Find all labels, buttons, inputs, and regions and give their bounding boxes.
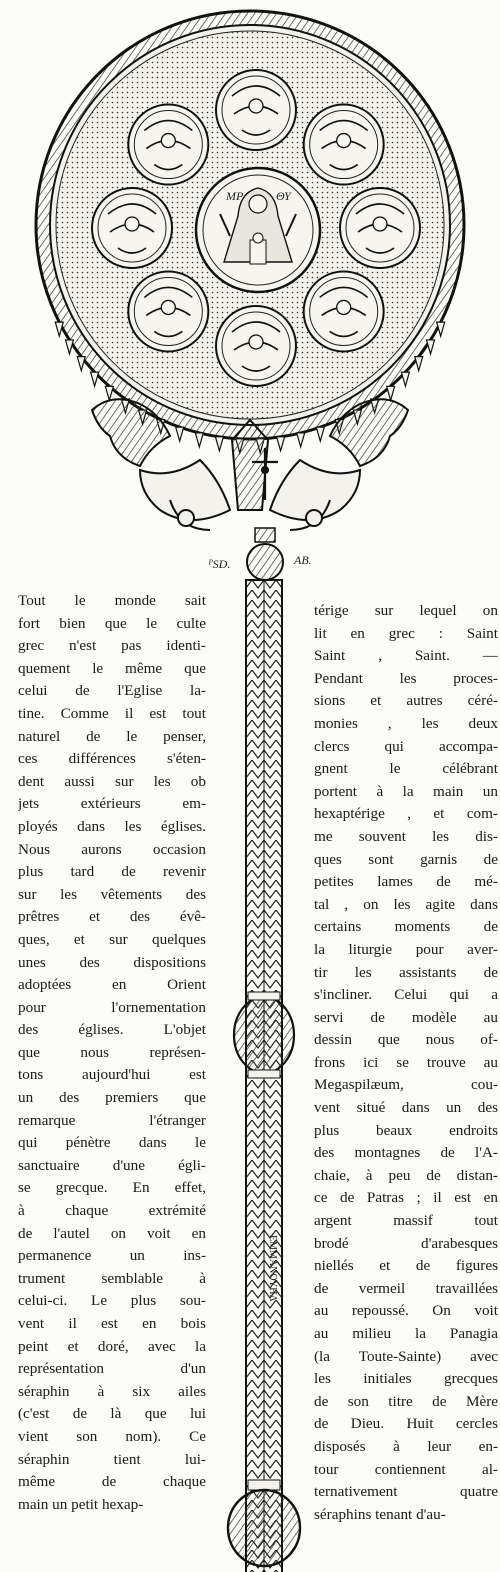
text-line: servi de modèle au [314,1008,498,1026]
text-line: Pendant les proces- [314,669,498,687]
pendant-bell [215,437,223,451]
pendant-bell [415,357,423,371]
text-line: plus beaux endroits [314,1121,498,1139]
text-line: qui pénètre dans le [18,1134,206,1152]
pendant-bell [427,340,435,354]
pendant-bell [91,372,99,386]
text-line: permanence un ins- [18,1247,206,1265]
panagia-medallion [196,168,320,292]
text-line: sur les vêtements des [18,885,206,903]
engraver-signature-left: ᴾSD. [208,557,231,571]
text-line: (la Toute-Sainte) avec [314,1347,498,1365]
pendant-bell [316,427,324,441]
text-line: lit en grec : Saint [314,624,498,642]
text-line: que nous représen- [18,1043,206,1061]
text-line: de vermeil travaillées [314,1279,498,1297]
text-line: fort bien que le culte [18,614,206,632]
text-line: tons aujourd'hui est [18,1066,206,1084]
text-line: unes des dispositions [18,953,206,971]
text-line: niellés et de figures [314,1257,498,1275]
text-line: main un petit hexap- [18,1495,144,1513]
middle-knob [234,992,294,1078]
text-line: petites lames de mé- [314,873,498,891]
lower-knob [228,1480,300,1566]
text-line: dent aussi sur les ob [18,772,206,790]
text-line: grec n'est pas identi- [18,637,206,655]
text-line: tir les assistants de [314,963,498,981]
text-line: de Dieu. Huit cercles [314,1415,498,1433]
upper-knob [247,528,283,580]
text-line: la liturgie pour aver- [314,940,498,958]
text-line: vent il est en bois [18,1315,206,1332]
text-line: tour contiennent al- [314,1460,498,1478]
pendant-bell [387,386,395,400]
text-line: des montagnes de l'A- [314,1144,498,1162]
pendant-bell [277,437,285,451]
pendant-bell [297,433,305,447]
text-line: Saint , Saint. — [314,647,498,665]
text-line: vient son nom). Ce [18,1427,206,1445]
pendant-bell [65,340,73,354]
medallion [340,188,420,268]
text-line: remarque l'étranger [18,1111,206,1129]
medallion [92,188,172,268]
medallion [216,306,296,386]
text-line: les initiales grecques [314,1370,498,1388]
text-line: des églises. L'objet [18,1021,206,1039]
text-line: de l'autel on voit en [18,1224,206,1242]
text-line: adoptées en Orient [18,976,206,994]
pendant-bell [401,372,409,386]
pendant-bell [77,357,85,371]
text-line: même de chaque [18,1473,206,1491]
text-line: prêtres et des évê- [18,908,206,926]
text-line: celui de l'Eglise la- [18,682,206,700]
text-line: monies , les deux [314,714,498,732]
text-line: ques, et sur quelques [18,930,206,948]
text-line: peint et doré, avec la [18,1337,206,1355]
text-line: quement le même que [18,659,206,677]
pendant-bell [105,386,113,400]
text-line: me souvent les dis- [314,827,498,845]
text-line: ternativement quatre [314,1483,498,1501]
text-line: Tout le monde sait [18,592,206,609]
text-line: Megaspilæum, cou- [314,1076,498,1094]
text-line: séraphin tient lui- [18,1450,206,1468]
text-line: Nous aurons occasion [18,840,206,858]
text-line: hexaptérige , et com- [314,805,498,823]
text-line: vent situé dans un des [314,1099,498,1117]
medallion [128,105,208,185]
text-line: naturel de le penser, [18,727,206,745]
text-line: un des premiers que [18,1089,206,1107]
text-line: plus tard de revenir [18,863,206,881]
text-line: de son titre de Mère [314,1392,498,1410]
text-line: séraphin à six ailes [18,1382,206,1400]
engraver-signature-right: AB. [294,553,312,567]
text-line: brodé d'arabesques [314,1234,498,1252]
text-line: certains moments de [314,918,498,936]
text-line: argent massif tout [314,1212,498,1230]
text-line: ces différences s'éten- [18,750,206,768]
pendant-bell [176,427,184,441]
text-line: pour l'ornementation [18,998,206,1016]
text-line: au repoussé. On voit [314,1302,498,1320]
left-text-column [18,590,206,1516]
text-line: à chaque extrémité [18,1202,206,1220]
right-text-column [314,600,498,1526]
text-line: disposés à leur en- [314,1437,498,1455]
text-line: frons ici se trouve au [314,1053,498,1071]
panagia-initial-left: ΜΡ [226,189,244,203]
text-line: (c'est de là que lui [18,1405,206,1423]
text-line: représentation d'un [18,1360,206,1378]
text-line: trument semblable à [18,1269,206,1287]
text-line: dessin que nous of- [314,1031,498,1049]
text-line: ce de Patras ; il est en [314,1189,498,1207]
medallion [128,271,208,351]
text-line: s'incliner. Celui qui a [314,986,498,1004]
text-line: ques sont garnis de [314,850,498,868]
text-line: clercs qui accompa- [314,737,498,755]
text-line: ployés dans les églises. [18,817,206,835]
text-line: sions et autres céré- [314,692,498,710]
medallion [304,271,384,351]
medallion [216,70,296,150]
text-line: séraphins tenant d'au- [314,1505,446,1523]
text-line: se grecque. En effet, [18,1179,206,1197]
text-line: portent à la main un [314,782,498,800]
text-line: chaie, à peu de distan- [314,1166,498,1184]
dragon-ornament [92,399,408,530]
staff-inscription: ΕΜΜΑΝΟΥΗΛ [267,1235,278,1302]
text-line: tine. Comme il est tout [18,704,206,722]
text-line: jets extérieurs em- [18,795,206,813]
text-line: sanctuaire d'une égli- [18,1156,206,1174]
text-line: au milieu la Panagia [314,1325,498,1342]
text-line: tal , on les agite dans [314,895,498,913]
medallion [304,105,384,185]
panagia-initial-right: ΘΥ [276,189,291,203]
text-line: gnent le célébrant [314,760,498,778]
pendant-bell [195,433,203,447]
text-line: térige sur lequel on [314,602,498,619]
text-line: celui-ci. Le plus sou- [18,1292,206,1310]
